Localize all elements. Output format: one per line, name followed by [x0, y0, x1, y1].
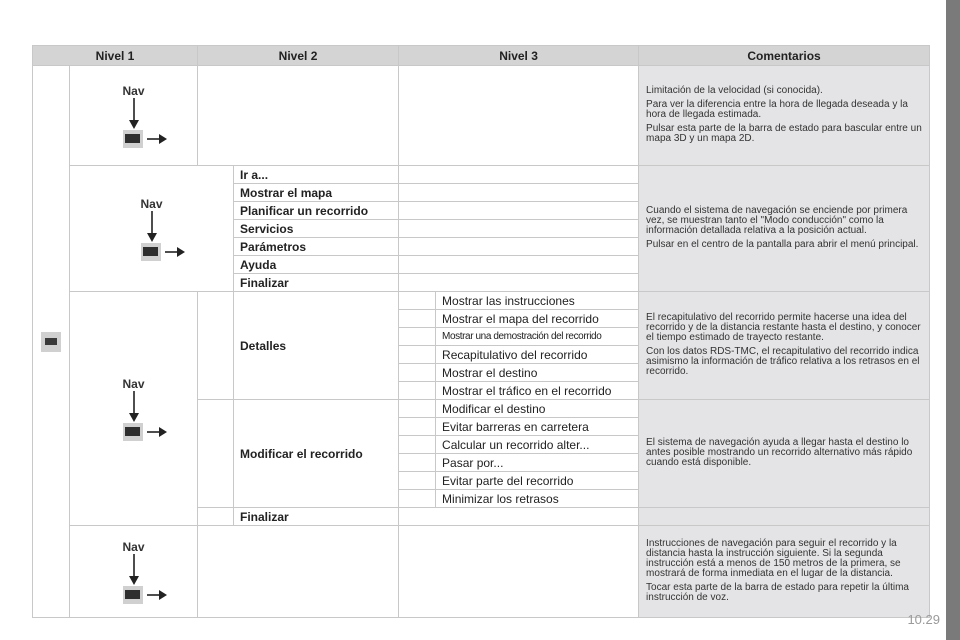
level2-item-finalizar: Finalizar	[234, 508, 399, 526]
level2-item: Ayuda	[234, 256, 399, 274]
comment-cell: Cuando el sistema de navegación se enciende por primera vez, se muestran tanto el "Modo conducción" como la información detallada relativa a la posición actual. Pulsar en el centro de la pantalla para abrir el menú principal.	[639, 166, 930, 292]
level2-item-detalles: Detalles	[234, 292, 399, 400]
arrow-down-icon	[145, 211, 159, 243]
arrow-right-icon	[147, 426, 167, 438]
nav-cell	[70, 526, 198, 618]
level3-item: Minimizar los retrasos	[436, 490, 639, 508]
comment-cell: Limitación de la velocidad (si conocida). Para ver la diferencia entre la hora de llegada deseada y la hora de llegada estimada. Pulsar esta parte de la barra de estado para bascular entre un mapa 3D y un mapa 2D.	[639, 66, 930, 166]
header-nivel-1: Nivel 1	[33, 46, 198, 66]
screen-icon	[123, 586, 143, 604]
level3-item: Modificar el destino	[436, 400, 639, 418]
arrow-right-icon	[147, 133, 167, 145]
table-row	[33, 166, 930, 184]
table-row	[33, 66, 930, 166]
level3-item: Mostrar el tráfico en el recorrido	[436, 382, 639, 400]
table-row	[33, 526, 930, 618]
level2-item: Planificar un recorrido	[234, 202, 399, 220]
menu-table	[32, 45, 930, 618]
level3-item: Pasar por...	[436, 454, 639, 472]
level2-item: Servicios	[234, 220, 399, 238]
level3-item: Mostrar el mapa del recorrido	[436, 310, 639, 328]
arrow-down-icon	[127, 98, 141, 130]
header-comentarios: Comentarios	[639, 46, 930, 66]
nav-label: Nav	[122, 83, 145, 98]
level3-item: Mostrar una demostración del recorrido	[436, 328, 639, 346]
comment-cell: El sistema de navegación ayuda a llegar hasta el destino lo antes posible mostrando un recorrido alternativo más rápido cuando está disponible.	[639, 400, 930, 508]
nav-cell	[70, 292, 198, 526]
comment-cell: El recapitulativo del recorrido permite hacerse una idea del recorrido y de la distancia restante hasta el destino, y conocer el tiempo estimado de trayecto restante. Con los datos RDS-TMC, el recapitulativo del recorrido indica asimismo la información de tráfico relativa a los retrasos en el recorrido.	[639, 292, 930, 400]
arrow-down-icon	[127, 391, 141, 423]
table-header-row	[33, 46, 930, 66]
arrow-down-icon	[127, 554, 141, 586]
level2-item: Mostrar el mapa	[234, 184, 399, 202]
level2-item: Parámetros	[234, 238, 399, 256]
nav-label: Nav	[122, 539, 145, 554]
level3-item: Mostrar las instrucciones	[436, 292, 639, 310]
level3-item: Evitar parte del recorrido	[436, 472, 639, 490]
table-row	[33, 292, 930, 310]
nav-label: Nav	[122, 376, 145, 391]
arrow-right-icon	[147, 589, 167, 601]
chapter-side-tab	[946, 0, 960, 640]
level2-item: Ir a...	[234, 166, 399, 184]
page-number: 10.29	[907, 612, 940, 627]
comment-cell: Instrucciones de navegación para seguir el recorrido y la distancia hasta la instrucción siguiente. Si la segunda instrucción está a menos de 150 metros de la primera, se mostrará de forma inmediata en el lugar de la distancia. Tocar esta parte de la barra de estado para repetir la última instrucción de voz.	[639, 526, 930, 618]
screen-icon	[123, 130, 143, 148]
nav-label: Nav	[140, 196, 163, 211]
header-nivel-3: Nivel 3	[399, 46, 639, 66]
level3-item: Mostrar el destino	[436, 364, 639, 382]
level2-item-modificar: Modificar el recorrido	[234, 400, 399, 508]
nav-cell	[70, 166, 234, 292]
level3-item: Evitar barreras en carretera	[436, 418, 639, 436]
level3-item: Calcular un recorrido alter...	[436, 436, 639, 454]
level3-item: Recapitulativo del recorrido	[436, 346, 639, 364]
screen-icon	[123, 423, 143, 441]
arrow-right-icon	[165, 246, 185, 258]
level2-item: Finalizar	[234, 274, 399, 292]
nav-cell	[70, 66, 198, 166]
level1-icon-cell	[33, 66, 70, 618]
screen-icon	[141, 243, 161, 261]
header-nivel-2: Nivel 2	[198, 46, 399, 66]
screen-icon	[41, 332, 61, 352]
